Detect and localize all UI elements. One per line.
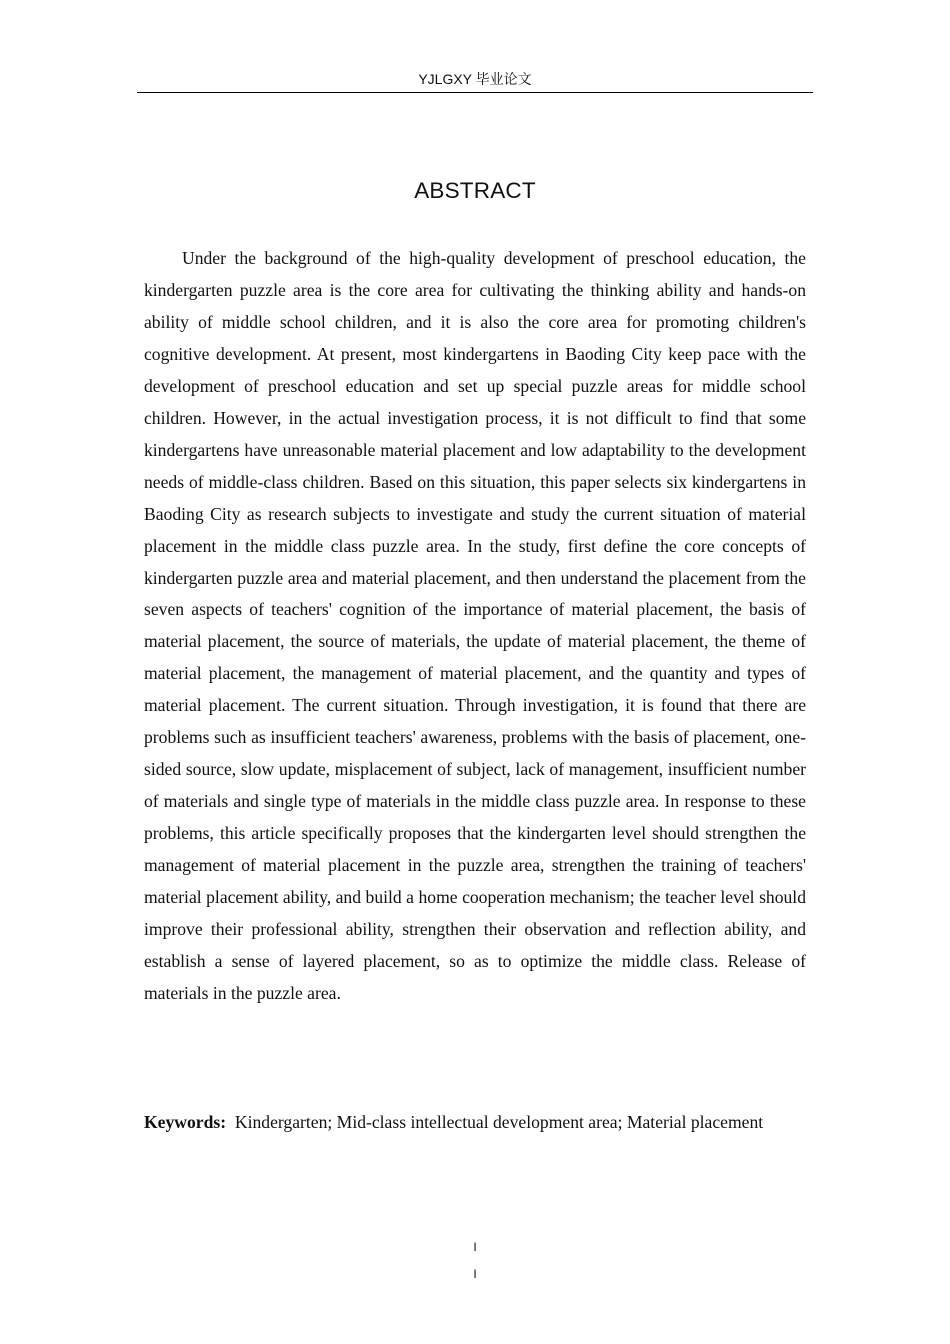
page-number: I <box>473 1240 477 1254</box>
header-text: YJLGXY 毕业论文 <box>418 71 532 87</box>
keywords-label: Keywords: <box>144 1112 227 1132</box>
page-header <box>137 68 813 93</box>
keywords-text: Kindergarten; Mid-class intellectual development area; Material placement <box>234 1112 764 1132</box>
abstract-title: ABSTRACT <box>414 178 536 203</box>
abstract-body: Under the background of the high-quality development of preschool education, the kindergarten puzzle area is the core area for cultivating the thinking ability and hands-on ability of middle school children, and it is also the core area for promoting children's cognitive development. At present, most kindergartens in Baoding City keep pace with the development of preschool education and set up special puzzle areas for middle school children. However, in the actual investigation process, it is not difficult to find that some kindergartens have unreasonable material placement and low adaptability to the development needs of middle-class children. Based on this situation, this paper selects six kindergartens in Baoding City as research subjects to investigate and study the current situation of material placement in the middle class puzzle area. In the study, first define the core concepts of kindergarten puzzle area and material placement, and then understand the placement from the seven aspects of teachers' cognition of the importance of material placement, the basis of material placement, the source of materials, the update of material placement, the theme of material placement, the management of material placement, and the quantity and types of material placement. The current situation. Through investigation, it is found that there are problems such as insufficient teachers' awareness, problems with the basis of placement, one-sided source, slow update, misplacement of subject, lack of management, insufficient number of materials and single type of materials in the middle class puzzle area. In response to these problems, this article specifically proposes that the kindergarten level should strengthen the management of material placement in the puzzle area, strengthen the training of teachers' material placement ability, and build a home cooperation mechanism; the teacher level should improve their professional ability, strengthen their observation and reflection ability, and establish a sense of layered placement, so as to optimize the middle class. Release of materials in the puzzle area. <box>144 248 806 1003</box>
keywords-paragraph <box>144 1104 806 1141</box>
footer-page-mark: I <box>473 1267 477 1281</box>
